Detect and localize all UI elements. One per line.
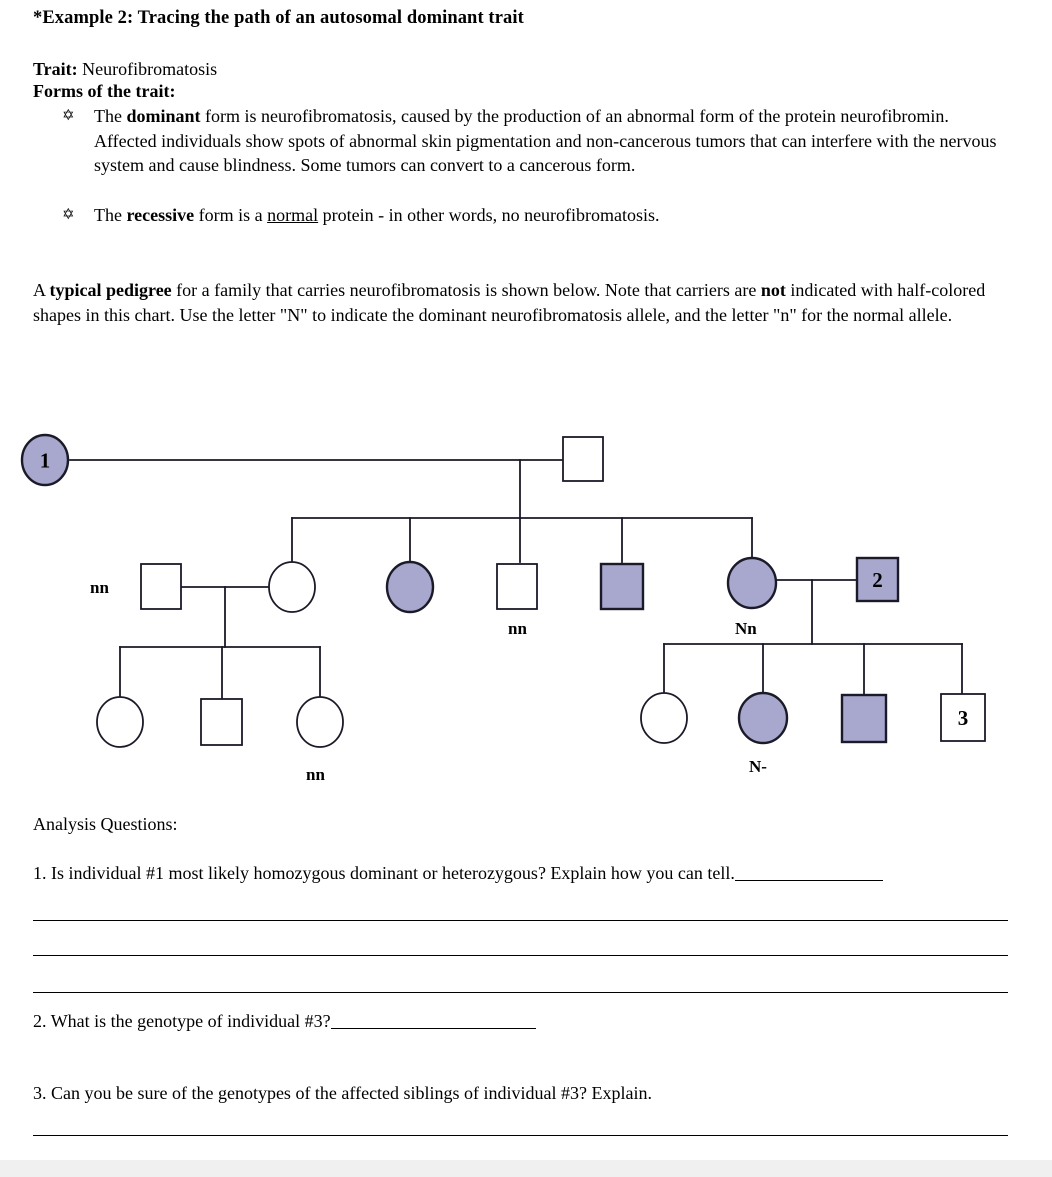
pedigree-circle-unaffected-III-1[interactable]	[97, 697, 143, 747]
text-run: for a family that carries neurofibromatosis is shown below. Note that carriers are	[171, 280, 761, 300]
pedigree-square-unaffected-III-2[interactable]	[201, 699, 242, 745]
bullet-text	[94, 104, 1012, 178]
pedigree-square-unaffected-II-3[interactable]	[497, 564, 537, 609]
bullet-item-dominant	[62, 104, 1012, 178]
answer-line-4[interactable]	[33, 1135, 1008, 1136]
text-run: form is a	[194, 205, 268, 225]
pedigree-circle-affected-III-5[interactable]	[739, 693, 787, 743]
forms-of-trait-heading: Forms of the trait:	[33, 81, 176, 101]
pedigree-intro-paragraph	[33, 278, 993, 327]
trait-value: Neurofibromatosis	[82, 59, 218, 79]
trait-label: Trait:	[33, 59, 78, 79]
answer-line-2[interactable]	[33, 955, 1008, 956]
answer-blank-q2[interactable]	[331, 1014, 536, 1029]
trait-line	[33, 59, 217, 80]
text-run: recessive	[126, 205, 195, 225]
question-1-text: Is individual #1 most likely homozygous dominant or heterozygous? Explain how you can tell.	[51, 863, 735, 883]
bullet-text	[94, 203, 1012, 228]
individual-number-3: 3	[957, 706, 969, 730]
question-2	[33, 1011, 536, 1032]
text-run: not	[760, 280, 786, 300]
individual-number-2: 2	[872, 568, 883, 592]
bullet-marker-icon: ✡	[62, 207, 75, 223]
analysis-questions-heading: Analysis Questions:	[33, 814, 178, 834]
text-run: form is neurofibromatosis, caused by the production of an abnormal form of the protein neurofibromin. Affected individuals show spots of abnormal skin pigmentation and non-cancerous tumors that can interfere with the nervous system and cause blindness. Some tumors can convert to a cancerous form.	[94, 106, 997, 175]
pedigree-circle-unaffected-III-4[interactable]	[641, 693, 687, 743]
genotype-label-II-3: nn	[508, 619, 527, 638]
pedigree-square-affected-III-6[interactable]	[842, 695, 886, 742]
text-run: dominant	[126, 106, 201, 126]
individual-number-1: 1	[39, 448, 51, 473]
pedigree-square-affected-II-4[interactable]	[601, 564, 643, 609]
answer-line-1[interactable]	[33, 920, 1008, 921]
page-bottom-strip	[0, 1160, 1052, 1177]
text-run: typical pedigree	[49, 280, 172, 300]
question-1	[33, 863, 883, 884]
genotype-label-II-spouse-left: nn	[90, 578, 109, 597]
text-run: The	[94, 205, 127, 225]
text-run: A	[33, 280, 50, 300]
text-run: indicated with half-colored shapes in this chart. Use the letter "N" to indicate the dominant neurofibromatosis allele, and the letter "n" for the normal allele.	[33, 280, 986, 325]
question-3-text: Can you be sure of the genotypes of the affected siblings of individual #3? Explain.	[51, 1083, 653, 1103]
bullet-marker-icon: ✡	[62, 108, 75, 124]
pedigree-circle-affected-II-2[interactable]	[387, 562, 433, 612]
text-run: The	[94, 106, 127, 126]
pedigree-chart	[0, 400, 1052, 800]
question-3-number: 3.	[33, 1083, 47, 1103]
question-1-number: 1.	[33, 863, 47, 883]
genotype-label-III-3: nn	[306, 765, 325, 784]
genotype-label-III-5: N-	[749, 757, 767, 776]
genotype-label-II-5: Nn	[735, 619, 757, 638]
question-3	[33, 1083, 652, 1104]
question-2-text: What is the genotype of individual #3?	[50, 1011, 331, 1031]
text-run: protein - in other words, no neurofibromatosis.	[318, 205, 660, 225]
text-run: normal	[267, 205, 319, 225]
pedigree-circle-affected-II-5[interactable]	[728, 558, 776, 608]
pedigree-circle-unaffected-III-3[interactable]	[297, 697, 343, 747]
bullet-item-recessive	[62, 203, 1012, 228]
question-2-number: 2.	[33, 1011, 47, 1031]
pedigree-square-unaffected-I-2[interactable]	[563, 437, 603, 481]
pedigree-circle-unaffected-II-1[interactable]	[269, 562, 315, 612]
page-title: *Example 2: Tracing the path of an autosomal dominant trait	[33, 8, 524, 28]
pedigree-square-unaffected-II-spouse-left[interactable]	[141, 564, 181, 609]
answer-blank-q1[interactable]	[735, 866, 883, 881]
answer-line-3[interactable]	[33, 992, 1008, 993]
